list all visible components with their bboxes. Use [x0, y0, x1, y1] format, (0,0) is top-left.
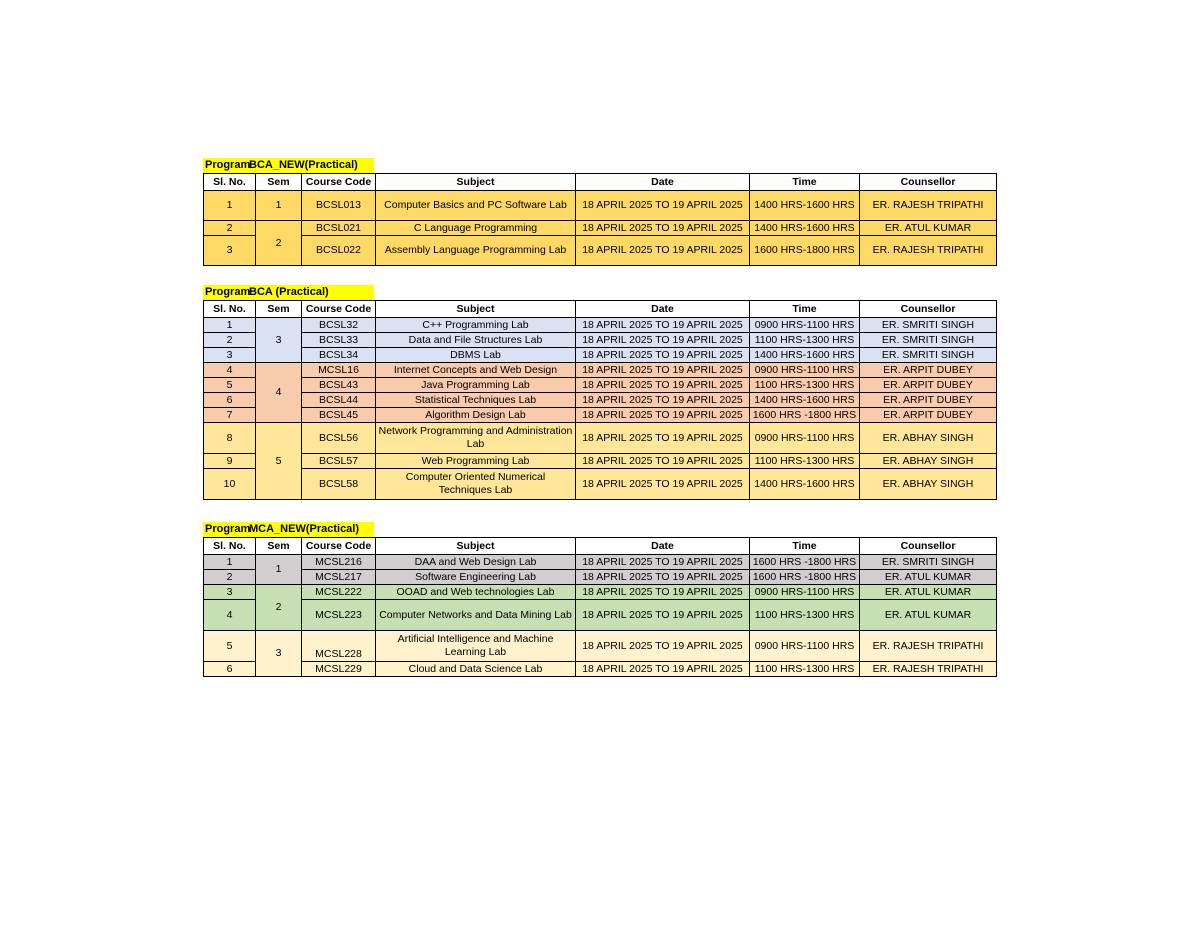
subject-cell: Internet Concepts and Web Design [376, 363, 576, 378]
sl-cell: 1 [204, 318, 256, 333]
table-row [204, 348, 997, 363]
time-cell: 0900 HRS-1100 HRS [750, 318, 860, 333]
sl-cell: 5 [204, 631, 256, 662]
table-row [204, 570, 997, 585]
table-row [204, 378, 997, 393]
sl-cell: 2 [204, 333, 256, 348]
schedule-table [203, 537, 997, 677]
subject-cell: Data and File Structures Lab [376, 333, 576, 348]
subject-cell: Computer Networks and Data Mining Lab [376, 600, 576, 631]
sl-cell: 6 [204, 393, 256, 408]
subject-cell: Assembly Language Programming Lab [376, 236, 576, 266]
sl-cell: 3 [204, 585, 256, 600]
schedule-table [203, 173, 997, 266]
time-cell: 1100 HRS-1300 HRS [750, 600, 860, 631]
date-cell: 18 APRIL 2025 TO 19 APRIL 2025 [576, 555, 750, 570]
header-date: Date [576, 301, 750, 318]
header-sem: Sem [256, 538, 302, 555]
program-block-mca-new [203, 522, 996, 677]
sem-cell: 5 [256, 423, 302, 500]
code-cell: BCSL013 [302, 191, 376, 221]
date-cell: 18 APRIL 2025 TO 19 APRIL 2025 [576, 393, 750, 408]
subject-cell: Software Engineering Lab [376, 570, 576, 585]
code-cell: MCSL16 [302, 363, 376, 378]
time-cell: 1100 HRS-1300 HRS [750, 662, 860, 677]
subject-cell: Statistical Techniques Lab [376, 393, 576, 408]
code-cell: BCSL44 [302, 393, 376, 408]
time-cell: 1400 HRS-1600 HRS [750, 469, 860, 500]
table-row [204, 585, 997, 600]
counsellor-cell: ER. SMRITI SINGH [860, 348, 997, 363]
time-cell: 1400 HRS-1600 HRS [750, 191, 860, 221]
date-cell: 18 APRIL 2025 TO 19 APRIL 2025 [576, 570, 750, 585]
sl-cell: 1 [204, 191, 256, 221]
time-cell: 0900 HRS-1100 HRS [750, 585, 860, 600]
date-cell: 18 APRIL 2025 TO 19 APRIL 2025 [576, 333, 750, 348]
subject-cell: Algorithm Design Lab [376, 408, 576, 423]
sl-cell: 4 [204, 600, 256, 631]
sem-cell: 1 [256, 555, 302, 585]
table-row [204, 631, 997, 662]
time-cell: 0900 HRS-1100 HRS [750, 363, 860, 378]
header-time: Time [750, 174, 860, 191]
subject-cell: OOAD and Web technologies Lab [376, 585, 576, 600]
code-cell: BCSL56 [302, 423, 376, 454]
time-cell: 1400 HRS-1600 HRS [750, 348, 860, 363]
sl-cell: 6 [204, 662, 256, 677]
date-cell: 18 APRIL 2025 TO 19 APRIL 2025 [576, 378, 750, 393]
header-course-code: Course Code [302, 301, 376, 318]
counsellor-cell: ER. ATUL KUMAR [860, 600, 997, 631]
header-subject: Subject [376, 174, 576, 191]
date-cell: 18 APRIL 2025 TO 19 APRIL 2025 [576, 348, 750, 363]
program-title [203, 285, 374, 300]
counsellor-cell: ER. ARPIT DUBEY [860, 393, 997, 408]
code-cell: BCSL33 [302, 333, 376, 348]
sl-cell: 3 [204, 236, 256, 266]
counsellor-cell: ER. RAJESH TRIPATHI [860, 236, 997, 266]
code-cell: MCSL217 [302, 570, 376, 585]
date-cell: 18 APRIL 2025 TO 19 APRIL 2025 [576, 585, 750, 600]
subject-cell: DAA and Web Design Lab [376, 555, 576, 570]
header-course-code: Course Code [302, 174, 376, 191]
program-title [203, 158, 374, 173]
table-row [204, 469, 997, 500]
counsellor-cell: ER. ATUL KUMAR [860, 570, 997, 585]
code-cell: BCSL022 [302, 236, 376, 266]
date-cell: 18 APRIL 2025 TO 19 APRIL 2025 [576, 221, 750, 236]
subject-cell: DBMS Lab [376, 348, 576, 363]
program-name: BCA_NEW(Practical) [249, 159, 358, 171]
counsellor-cell: ER. ABHAY SINGH [860, 469, 997, 500]
code-cell: MCSL229 [302, 662, 376, 677]
program-label: Program [205, 286, 251, 298]
header-counsellor: Counsellor [860, 538, 997, 555]
table-row [204, 191, 997, 221]
header-counsellor: Counsellor [860, 174, 997, 191]
program-label: Program [205, 159, 251, 171]
subject-cell: Cloud and Data Science Lab [376, 662, 576, 677]
header-row [204, 301, 997, 318]
counsellor-cell: ER. ARPIT DUBEY [860, 363, 997, 378]
header-time: Time [750, 301, 860, 318]
sl-cell: 5 [204, 378, 256, 393]
program-block-bca-new [203, 158, 996, 266]
time-cell: 1600 HRS -1800 HRS [750, 570, 860, 585]
date-cell: 18 APRIL 2025 TO 19 APRIL 2025 [576, 191, 750, 221]
header-sl-no: Sl. No. [204, 174, 256, 191]
subject-cell: Artificial Intelligence and Machine Learning Lab [376, 631, 576, 662]
date-cell: 18 APRIL 2025 TO 19 APRIL 2025 [576, 408, 750, 423]
subject-cell: C Language Programming [376, 221, 576, 236]
table-row [204, 236, 997, 266]
header-counsellor: Counsellor [860, 301, 997, 318]
header-sem: Sem [256, 174, 302, 191]
time-cell: 1100 HRS-1300 HRS [750, 378, 860, 393]
date-cell: 18 APRIL 2025 TO 19 APRIL 2025 [576, 423, 750, 454]
header-subject: Subject [376, 538, 576, 555]
sl-cell: 4 [204, 363, 256, 378]
code-cell: BCSL021 [302, 221, 376, 236]
date-cell: 18 APRIL 2025 TO 19 APRIL 2025 [576, 236, 750, 266]
counsellor-cell: ER. ARPIT DUBEY [860, 408, 997, 423]
code-cell: BCSL45 [302, 408, 376, 423]
code-cell: BCSL58 [302, 469, 376, 500]
date-cell: 18 APRIL 2025 TO 19 APRIL 2025 [576, 662, 750, 677]
subject-cell: Computer Basics and PC Software Lab [376, 191, 576, 221]
code-cell: BCSL34 [302, 348, 376, 363]
sem-cell: 1 [256, 191, 302, 221]
table-row [204, 423, 997, 454]
program-name: BCA (Practical) [249, 286, 329, 298]
subject-cell: Java Programming Lab [376, 378, 576, 393]
sl-cell: 9 [204, 454, 256, 469]
code-cell: MCSL223 [302, 600, 376, 631]
sem-cell: 3 [256, 318, 302, 363]
table-row [204, 318, 997, 333]
table-row [204, 454, 997, 469]
counsellor-cell: ER. SMRITI SINGH [860, 555, 997, 570]
counsellor-cell: ER. SMRITI SINGH [860, 318, 997, 333]
code-cell: BCSL32 [302, 318, 376, 333]
table-row [204, 393, 997, 408]
table-row [204, 555, 997, 570]
counsellor-cell: ER. ABHAY SINGH [860, 423, 997, 454]
header-sl-no: Sl. No. [204, 301, 256, 318]
counsellor-cell: ER. ATUL KUMAR [860, 221, 997, 236]
header-date: Date [576, 538, 750, 555]
date-cell: 18 APRIL 2025 TO 19 APRIL 2025 [576, 318, 750, 333]
sem-cell: 2 [256, 585, 302, 631]
counsellor-cell: ER. RAJESH TRIPATHI [860, 191, 997, 221]
header-date: Date [576, 174, 750, 191]
subject-cell: Web Programming Lab [376, 454, 576, 469]
program-title [203, 522, 374, 537]
sl-cell: 8 [204, 423, 256, 454]
date-cell: 18 APRIL 2025 TO 19 APRIL 2025 [576, 363, 750, 378]
header-sl-no: Sl. No. [204, 538, 256, 555]
header-course-code: Course Code [302, 538, 376, 555]
time-cell: 1600 HRS-1800 HRS [750, 236, 860, 266]
code-cell: MCSL216 [302, 555, 376, 570]
sl-cell: 1 [204, 555, 256, 570]
table-row [204, 221, 997, 236]
date-cell: 18 APRIL 2025 TO 19 APRIL 2025 [576, 600, 750, 631]
header-row [204, 538, 997, 555]
counsellor-cell: ER. ABHAY SINGH [860, 454, 997, 469]
date-cell: 18 APRIL 2025 TO 19 APRIL 2025 [576, 631, 750, 662]
time-cell: 1600 HRS -1800 HRS [750, 555, 860, 570]
counsellor-cell: ER. SMRITI SINGH [860, 333, 997, 348]
subject-cell: Computer Oriented Numerical Techniques Lab [376, 469, 576, 500]
header-sem: Sem [256, 301, 302, 318]
date-cell: 18 APRIL 2025 TO 19 APRIL 2025 [576, 454, 750, 469]
program-label: Program [205, 523, 251, 535]
header-time: Time [750, 538, 860, 555]
code-cell: BCSL57 [302, 454, 376, 469]
counsellor-cell: ER. ATUL KUMAR [860, 585, 997, 600]
sem-cell: 2 [256, 221, 302, 266]
counsellor-cell: ER. ARPIT DUBEY [860, 378, 997, 393]
code-cell: BCSL43 [302, 378, 376, 393]
time-cell: 1400 HRS-1600 HRS [750, 393, 860, 408]
program-block-bca [203, 285, 996, 500]
sl-cell: 2 [204, 221, 256, 236]
sl-cell: 7 [204, 408, 256, 423]
table-row [204, 600, 997, 631]
code-cell: MCSL222 [302, 585, 376, 600]
program-name: MCA_NEW(Practical) [249, 523, 360, 535]
time-cell: 0900 HRS-1100 HRS [750, 631, 860, 662]
subject-cell: C++ Programming Lab [376, 318, 576, 333]
sl-cell: 3 [204, 348, 256, 363]
sem-cell: 4 [256, 363, 302, 423]
time-cell: 1100 HRS-1300 HRS [750, 333, 860, 348]
table-row [204, 363, 997, 378]
header-subject: Subject [376, 301, 576, 318]
schedule-table [203, 300, 997, 500]
time-cell: 1100 HRS-1300 HRS [750, 454, 860, 469]
date-cell: 18 APRIL 2025 TO 19 APRIL 2025 [576, 469, 750, 500]
header-row [204, 174, 997, 191]
sem-cell: 3 [256, 631, 302, 677]
sl-cell: 2 [204, 570, 256, 585]
table-row [204, 662, 997, 677]
code-cell: MCSL228 [302, 631, 376, 662]
sl-cell: 10 [204, 469, 256, 500]
table-row [204, 333, 997, 348]
counsellor-cell: ER. RAJESH TRIPATHI [860, 662, 997, 677]
counsellor-cell: ER. RAJESH TRIPATHI [860, 631, 997, 662]
time-cell: 1400 HRS-1600 HRS [750, 221, 860, 236]
subject-cell: Network Programming and Administration Lab [376, 423, 576, 454]
table-row [204, 408, 997, 423]
time-cell: 0900 HRS-1100 HRS [750, 423, 860, 454]
time-cell: 1600 HRS -1800 HRS [750, 408, 860, 423]
